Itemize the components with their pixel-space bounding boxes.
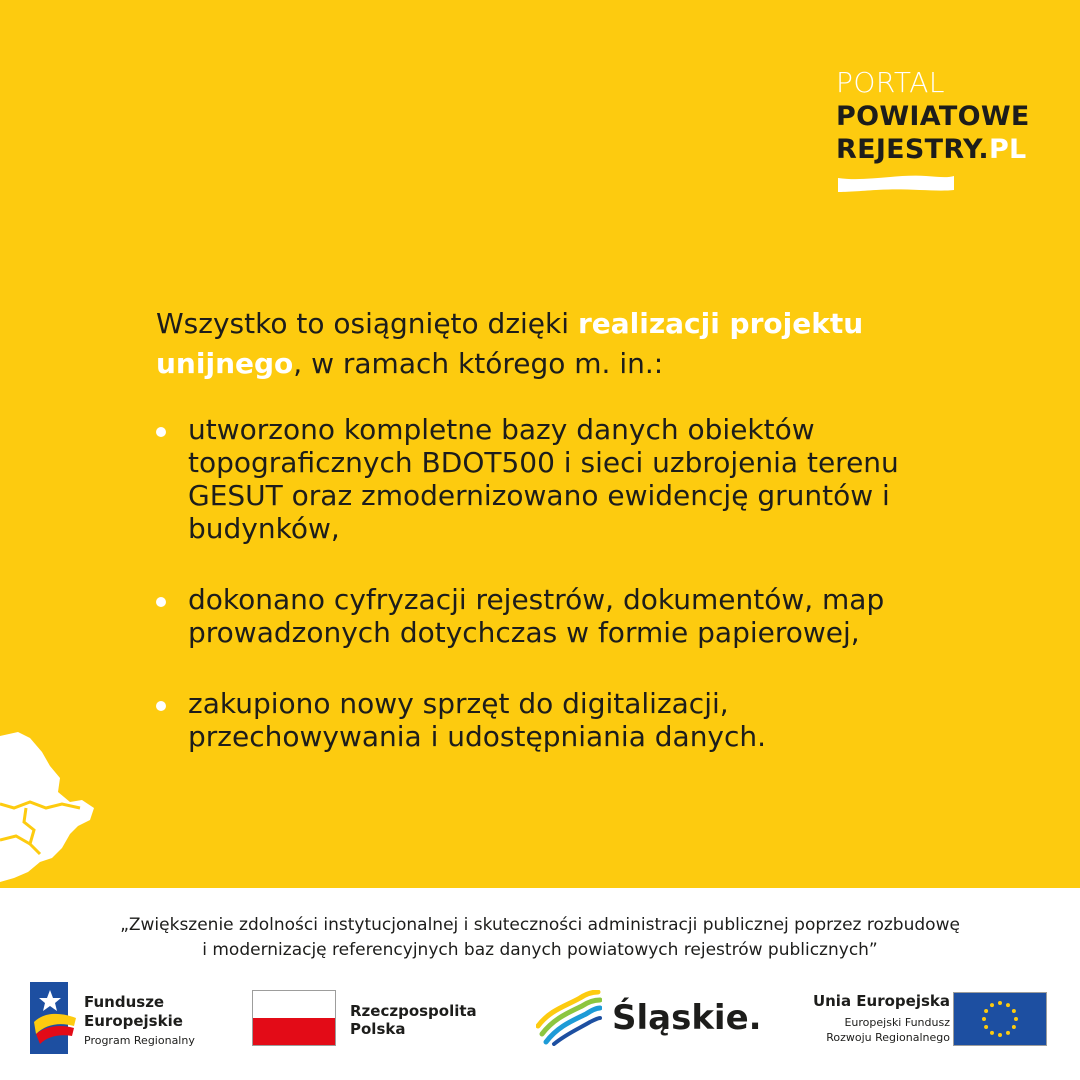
footer-logos <box>0 980 1080 1060</box>
slaskie-waves-icon <box>536 990 602 1046</box>
achievements-list <box>156 413 956 753</box>
logo-wave-icon <box>836 172 956 194</box>
map-outline-icon <box>0 722 110 888</box>
intro-paragraph <box>156 304 916 384</box>
logo-line2-suffix: PL <box>988 134 1027 165</box>
logo-portal-text: PORTAL <box>836 66 946 99</box>
logo-line1: POWIATOWE <box>836 101 1030 132</box>
quote-line2: i modernizację referencyjnych baz danych powiatowych rejestrów publicznych” <box>202 940 878 960</box>
ue-line3: Rozwoju Regionalnego <box>826 1031 950 1044</box>
eu-funds-star-icon <box>30 982 76 1054</box>
rp-line1: Rzeczpospolita <box>350 1002 477 1020</box>
intro-part1: Wszystko to osiągnięto dzięki <box>156 307 578 340</box>
fe-line1: Fundusze <box>84 993 165 1011</box>
slaskie-text: Śląskie. <box>612 998 762 1038</box>
ue-line2: Europejski Fundusz <box>844 1016 950 1029</box>
portal-logo[interactable] <box>836 66 1056 166</box>
fe-line2: Europejskie <box>84 1012 183 1030</box>
logo-line2-main: REJESTRY. <box>836 134 989 165</box>
list-item: utworzono kompletne bazy danych obiektów topograficznych BDOT500 i sieci uzbrojenia terenu GESUT oraz zmodernizowano ewidencję gruntów i budynków, <box>156 413 956 545</box>
ue-line1: Unia Europejska <box>812 992 950 1010</box>
list-item: dokonano cyfryzacji rejestrów, dokumentów, map prowadzonych dotychczas w formie papierowej, <box>156 583 956 649</box>
intro-part2: , w ramach którego m. in.: <box>293 347 664 380</box>
list-item: zakupiono nowy sprzęt do digitalizacji, przechowywania i udostępniania danych. <box>156 687 956 753</box>
intro-highlight: realizacji projektu unijnego <box>156 307 864 380</box>
rp-line2: Polska <box>350 1020 406 1038</box>
eu-flag-icon <box>953 992 1047 1046</box>
fe-line3: Program Regionalny <box>84 1034 195 1047</box>
logo-line2 <box>836 133 1056 166</box>
polish-flag-icon <box>252 990 336 1046</box>
project-title-quote <box>20 913 1060 963</box>
quote-line1: „Zwiększenie zdolności instytucjonalnej i skuteczności administracji publicznej poprzez rozbudowę <box>120 915 960 935</box>
